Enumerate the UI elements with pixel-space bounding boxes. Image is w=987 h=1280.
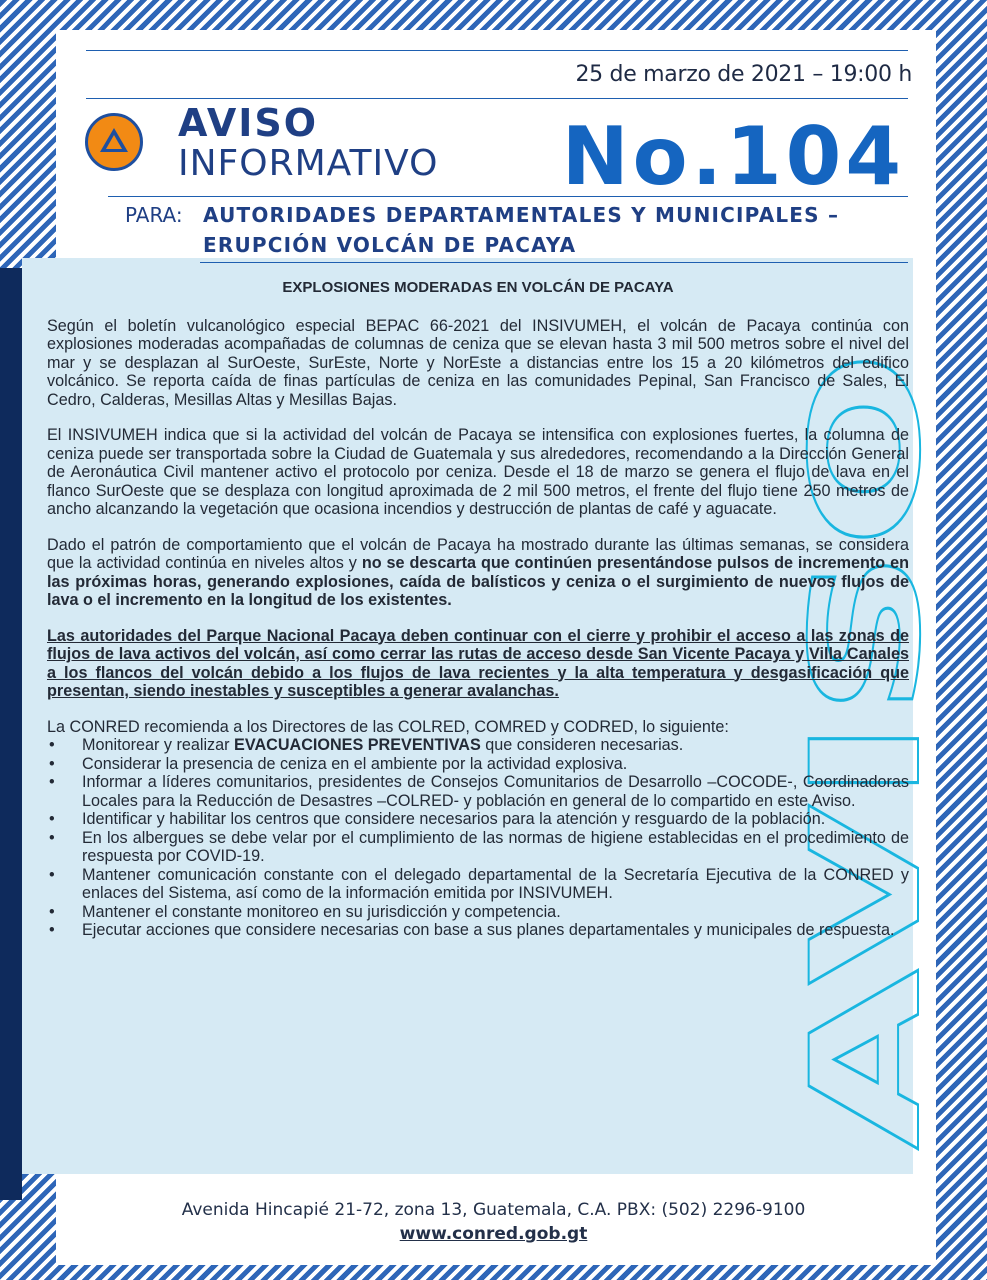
bullet-icon: •	[49, 736, 55, 754]
paragraph-behavior	[47, 536, 909, 610]
item-text: Identificar y habilitar los centros que considere necesarios para la atención y resguardo de la población.	[82, 810, 826, 828]
footer-address: Avenida Hincapié 21-72, zona 13, Guatemala, C.A. PBX: (502) 2296-9100	[181, 1200, 806, 1220]
bullet-icon: •	[49, 921, 55, 939]
list-item	[47, 773, 909, 810]
list-item	[47, 921, 909, 940]
list-item	[47, 829, 909, 866]
body-heading: EXPLOSIONES MODERADAS EN VOLCÁN DE PACAYA	[282, 279, 674, 296]
notice-body	[47, 279, 909, 940]
bullet-icon: •	[49, 865, 55, 884]
para-rule	[200, 262, 908, 263]
bullet-icon: •	[49, 828, 55, 847]
para-label: PARA:	[125, 203, 183, 227]
item-text: En los albergues se debe velar por el cumplimiento de las normas de higiene establecidas en el procedimiento de respuesta por COVID-19.	[82, 828, 909, 865]
recipients-line1: AUTORIDADES DEPARTAMENTALES Y MUNICIPALES –	[203, 203, 840, 227]
list-item	[47, 866, 909, 903]
title-aviso: AVISO	[178, 101, 319, 145]
notice-number: No.104	[561, 110, 905, 203]
recommendations-intro: La CONRED recomienda a los Directores de las COLRED, COMRED y CODRED, lo siguiente:	[47, 717, 729, 736]
bullet-icon: •	[49, 773, 55, 791]
bullet-icon: •	[49, 754, 55, 773]
paragraph-bulletin: Según el boletín vulcanológico especial BEPAC 66-2021 del INSIVUMEH, el volcán de Pacaya continúa con explosiones moderadas acompañadas de columnas de ceniza que se elevan hasta 3 mil 500 metros sobre el nivel del mar y se desplazan al SurOeste, SurEste, Norte y NorEste a distancias entre los 15 a 20 kilómetros del edifico volcánico. Se reporta caída de finas partículas de ceniza en las comunidades Pepinal, San Francisco de Sales, El Cedro, Calderas, Mesillas Altas y Mesillas Bajas.	[47, 316, 909, 409]
item-text: Monitorear y realizar	[82, 736, 235, 754]
header-rule	[86, 98, 908, 99]
title-informativo: INFORMATIVO	[178, 143, 439, 184]
list-item	[47, 736, 909, 755]
footer-website-link[interactable]: www.conred.gob.gt	[399, 1224, 588, 1244]
conred-logo-icon	[88, 116, 140, 168]
item-text: que consideren necesarias.	[480, 736, 684, 754]
item-text: Informar a líderes comunitarios, presidentes de Consejos Comunitarios de Desarrollo –COCODE-, Coordinadoras Locales para la Reducción de Desastres –COLRED- y población en general de lo compartido en este Aviso.	[82, 773, 909, 810]
paragraph-insivumeh: El INSIVUMEH indica que si la actividad del volcán de Pacaya se intensifica con explosiones fuertes, la columna de ceniza puede ser transportada sobre la Ciudad de Guatemala y sus alrededores, recomendando a la Dirección General de Aeronáutica Civil mantener activo el protocolo por ceniza. Desde el 18 de marzo se genera el flujo de lava en el flanco SurOeste que se desplaza con longitud aproximada de 2 mil 500 metros, el frente del flujo tiene 250 metros de ancho alcanzando la vegetación que ocasiona incendios y destrucción de plantas de café y aguacate.	[47, 426, 909, 518]
item-text: Considerar la presencia de ceniza en el ambiente por la actividad explosiva.	[82, 754, 628, 773]
list-item	[47, 755, 909, 774]
item-text: Ejecutar acciones que considere necesarias con base a sus planes departamentales y municipales de respuesta.	[82, 921, 895, 939]
bullet-icon: •	[49, 902, 55, 921]
behavior-text: Dado el patrón de comportamiento que el volcán de Pacaya ha mostrado durante las últimas semanas, se considera que la actividad continúa en niveles altos y	[47, 535, 909, 572]
watermark-text: AVISO	[780, 636, 954, 1150]
item-text: Mantener comunicación constante con el delegado departamental de la Secretaría Ejecutiva de la CONRED y enlaces del Sistema, así como de la información emitida por INSIVUMEH.	[82, 865, 909, 902]
recipients-line2: ERUPCIÓN VOLCÁN DE PACAYA	[203, 233, 577, 257]
bullet-icon: •	[49, 810, 55, 828]
behavior-warning: no se descarta que continúen presentándose pulsos de incremento en las próximas horas, generando explosiones, caída de balísticos y ceniza o el surgimiento de nuevos flujos de lava o el incremento en la longitud de los existentes.	[47, 554, 910, 609]
top-rule	[86, 50, 908, 51]
recommendations-list	[47, 736, 909, 940]
issue-date: 25 de marzo de 2021 – 19:00 h	[575, 62, 912, 87]
left-accent-bar	[0, 268, 22, 1200]
list-item	[47, 810, 909, 829]
list-item	[47, 903, 909, 922]
paragraph-park-closure: Las autoridades del Parque Nacional Pacaya deben continuar con el cierre y prohibir el acceso a las zonas de flujos de lava activos del volcán, así como cerrar las rutas de acceso desde San Vicente Pacaya y Villa Canales a los flancos del volcán debido a los flujos de lava recientes y la alta temperatura y desgasificación que presentan, siendo inestables y susceptibles a generar avalanchas.	[47, 626, 909, 700]
conred-logo	[85, 113, 143, 171]
item-emphasis: EVACUACIONES PREVENTIVAS	[234, 736, 481, 754]
item-text: Mantener el constante monitoreo en su jurisdicción y competencia.	[82, 902, 561, 921]
